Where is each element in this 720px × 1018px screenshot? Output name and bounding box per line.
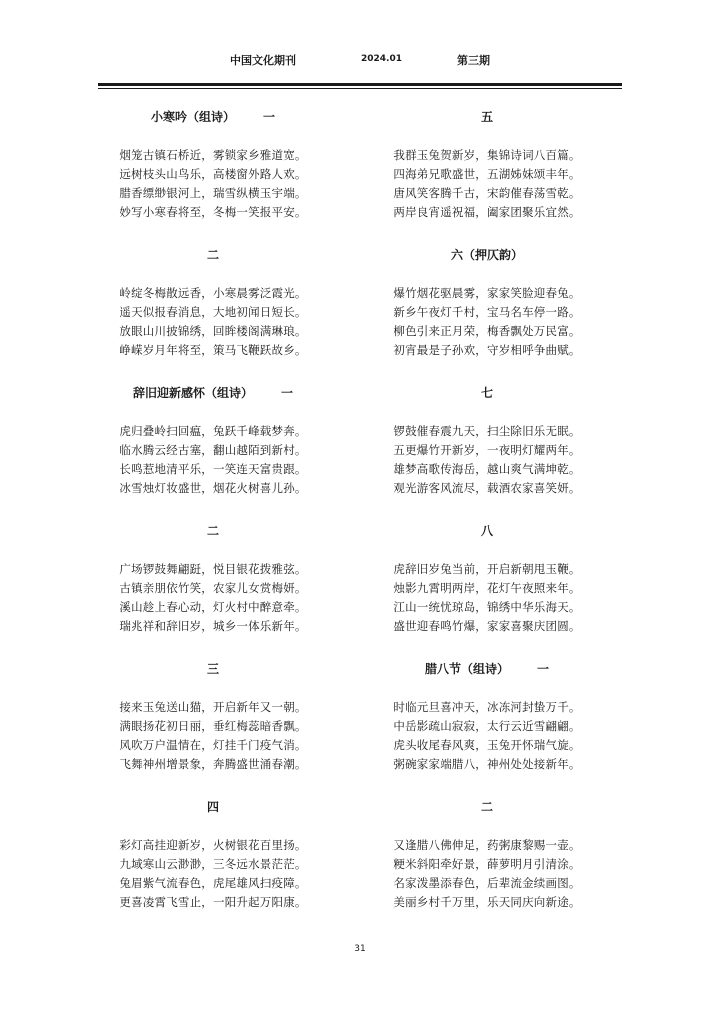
poem-line: 爆竹烟花驱晨雾，家家笑脸迎春兔。: [393, 286, 581, 300]
poem-body: [82, 146, 344, 222]
poem-group-title: 小寒吟（组诗）: [150, 110, 235, 124]
right-column: [356, 108, 618, 936]
poem-body: [356, 560, 618, 636]
poem-line: 峥嵘岁月年将至，策马飞鞭跃故乡。: [119, 343, 307, 357]
poem-line: 粥碗家家端腊八，神州处处接新年。: [393, 757, 581, 771]
poem-line: 瑞兆祥和辞旧岁，城乡一体乐新年。: [119, 619, 307, 633]
poem-line: 粳米斜阳牵好景，薛萝明月引清涂。: [393, 857, 581, 871]
right-poem-section: [356, 246, 618, 384]
poem-line: 烛影九霄明两岸，花灯午夜照来年。: [393, 581, 581, 595]
poem-line: 唐风笑客腾千古，宋韵催春荡雪乾。: [393, 186, 581, 200]
poem-line: 观光游客风流尽，载酒农家喜笑妍。: [393, 481, 581, 495]
poem-group-title: 辞旧迎新感怀（组诗）: [132, 386, 253, 400]
poem-number: 五: [480, 110, 493, 124]
poem-line: 柳色引来正月荣，梅香飘处万民富。: [393, 324, 581, 338]
left-poem-section: [82, 660, 344, 798]
poem-line: 岭绽冬梅散远香，小寒晨雾泛霞光。: [119, 286, 307, 300]
poem-heading: [82, 246, 344, 264]
poem-line: 九域寒山云渺渺，三冬远水景茫茫。: [119, 857, 307, 871]
poem-heading: [82, 660, 344, 678]
poem-number: 六（押仄韵）: [450, 248, 523, 262]
poem-number: 三: [206, 662, 219, 676]
poem-line: 虎辞旧岁兔当前，开启新朝甩玉鞭。: [393, 562, 581, 576]
poem-line: 我群玉兔贺新岁，集锦诗词八百篇。: [393, 148, 581, 162]
poem-line: 彩灯高挂迎新岁，火树银花百里扬。: [119, 838, 307, 852]
poem-line: 名家泼墨添春色，后辈流金续画图。: [393, 876, 581, 890]
poem-heading: [356, 384, 618, 402]
poem-line: 初宵最是子孙欢，守岁相呼争曲赋。: [393, 343, 581, 357]
poem-body: [356, 422, 618, 498]
poem-number: 一: [281, 386, 294, 400]
poem-line: 遥天似报春消息，大地初闻日短长。: [119, 305, 307, 319]
right-poem-section: [356, 108, 618, 246]
poem-body: [356, 698, 618, 774]
poem-heading: [82, 108, 344, 126]
poem-line: 妙写小寒春将至，冬梅一笑报平安。: [119, 205, 307, 219]
poem-number: 一: [537, 662, 550, 676]
poem-number: 八: [480, 524, 493, 538]
issue-date: 2024.01: [361, 54, 402, 64]
poem-number: 七: [480, 386, 493, 400]
poem-line: 两岸良宵遥祝福，阖家团聚乐宜然。: [393, 205, 581, 219]
poem-number: 二: [480, 800, 493, 814]
poem-heading: [82, 522, 344, 540]
left-poem-section: [82, 108, 344, 246]
poem-body: [356, 284, 618, 360]
poem-line: 满眼扬花初日丽，垂红梅蕊暗香飘。: [119, 719, 307, 733]
left-poem-section: [82, 246, 344, 384]
poem-body: [82, 422, 344, 498]
poem-line: 更喜凌霄飞雪止，一阳升起万阳康。: [119, 895, 307, 909]
poem-heading: [82, 798, 344, 816]
poem-body: [356, 146, 618, 222]
poem-line: 雄梦高歌传海岳，越山爽气满坤乾。: [393, 462, 581, 476]
poem-line: 虎归叠岭扫回瘟，兔跃千峰载梦奔。: [119, 424, 307, 438]
left-poem-section: [82, 384, 344, 522]
left-column: [82, 108, 344, 936]
poem-line: 溪山趁上春心动，灯火村中醉意牵。: [119, 600, 307, 614]
poem-line: 四海弟兄歌盛世，五湖姊妹颂丰年。: [393, 167, 581, 181]
poem-line: 又逢腊八佛伸足，药粥康黎赐一壶。: [393, 838, 581, 852]
poem-line: 接来玉兔送山猫，开启新年又一朝。: [119, 700, 307, 714]
poem-line: 烟笼古镇石桥近，雾锁家乡雅道宽。: [119, 148, 307, 162]
poem-body: [82, 836, 344, 912]
poem-line: 远树枝头山鸟乐，高楼窗外路人欢。: [119, 167, 307, 181]
poem-heading: [356, 660, 618, 678]
poem-heading: [356, 798, 618, 816]
left-poem-section: [82, 798, 344, 936]
poem-line: 锣鼓催春震九天，扫尘除旧乐无眠。: [393, 424, 581, 438]
poem-line: 长鸣惹地清平乐，一笑连天富贵跟。: [119, 462, 307, 476]
poem-line: 腊香缥缈银河上，瑞雪纵横玉宇端。: [119, 186, 307, 200]
poem-heading: [356, 108, 618, 126]
poem-number: 四: [206, 800, 219, 814]
poem-number: 一: [263, 110, 276, 124]
poem-line: 风吹万户温情在，灯挂千门疫气消。: [119, 738, 307, 752]
poem-body: [82, 698, 344, 774]
poem-line: 广场锣鼓舞翩跹，悦目银花拨雅弦。: [119, 562, 307, 576]
poem-body: [82, 284, 344, 360]
poem-line: 兔眉紫气流春色，虎尾雄风扫疫障。: [119, 876, 307, 890]
right-poem-section: [356, 522, 618, 660]
poem-line: 飞舞神州增景象，奔腾盛世涌春潮。: [119, 757, 307, 771]
journal-name: 中国文化期刊: [230, 54, 296, 67]
poem-heading: [356, 522, 618, 540]
poem-body: [82, 560, 344, 636]
left-poem-section: [82, 522, 344, 660]
issue-number: 第三期: [457, 54, 490, 67]
page-number: 31: [354, 944, 366, 954]
header-rule-thick: [98, 83, 622, 86]
poem-line: 冰雪烛灯妆盛世，烟花火树喜儿孙。: [119, 481, 307, 495]
right-poem-section: [356, 660, 618, 798]
running-header: [0, 52, 720, 70]
poem-line: 虎头收尾春风爽，玉兔开怀瑞气旋。: [393, 738, 581, 752]
poem-line: 放眼山川披锦绣，回眸楼阁满琳琅。: [119, 324, 307, 338]
header-rule-thin: [98, 88, 622, 89]
poem-heading: [356, 246, 618, 264]
poem-line: 五更爆竹开新岁，一夜明灯耀两年。: [393, 443, 581, 457]
poem-line: 时临元旦喜冲天，冰冻河封蛰万千。: [393, 700, 581, 714]
poem-line: 美丽乡村千万里，乐天同庆向新途。: [393, 895, 581, 909]
poem-line: 古镇亲朋依竹笑，农家儿女赏梅妍。: [119, 581, 307, 595]
poem-number: 二: [206, 248, 219, 262]
right-poem-section: [356, 798, 618, 936]
poem-line: 盛世迎春鸣竹爆，家家喜聚庆团圆。: [393, 619, 581, 633]
poem-group-title: 腊八节（组诗）: [424, 662, 509, 676]
poem-line: 新乡午夜灯千村，宝马名车停一路。: [393, 305, 581, 319]
poem-heading: [82, 384, 344, 402]
poem-line: 中岳影疏山寂寂，太行云近雪翩翩。: [393, 719, 581, 733]
poem-number: 二: [206, 524, 219, 538]
poem-line: 江山一统忧琼岛，锦绣中华乐海天。: [393, 600, 581, 614]
poem-body: [356, 836, 618, 912]
right-poem-section: [356, 384, 618, 522]
poem-line: 临水腾云经古塞，翻山越陌到新村。: [119, 443, 307, 457]
